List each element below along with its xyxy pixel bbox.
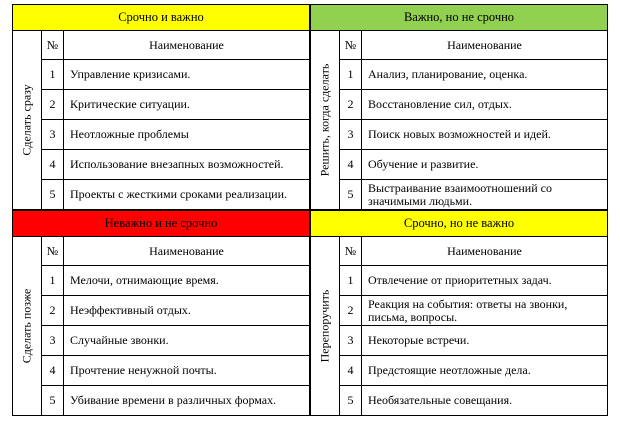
quadrant-side-label: Перепоручить	[317, 289, 332, 363]
quadrant-not-important-not-urgent	[12, 210, 310, 416]
row-text: Использование внезапных возможностей.	[70, 157, 284, 171]
table-header-row	[42, 237, 310, 266]
quadrant-side-label-cell	[310, 237, 340, 416]
row-text: Анализ, планирование, оценка.	[368, 67, 528, 81]
row-text: Выстраивание взаимоотношений со значимыми людьми.	[368, 180, 552, 208]
column-header-number: №	[42, 237, 64, 265]
task-table	[42, 237, 310, 416]
row-text: Прочтение ненужной почты.	[70, 363, 217, 377]
quadrant-header: Важно, но не срочно	[310, 4, 608, 31]
row-number: 3	[42, 120, 64, 149]
row-number: 1	[340, 60, 362, 89]
row-number: 5	[340, 386, 362, 415]
table-row	[340, 60, 608, 90]
table-row	[340, 180, 608, 210]
task-table	[340, 237, 608, 416]
row-number: 3	[340, 120, 362, 149]
row-text: Предстоящие неотложные дела.	[368, 363, 531, 377]
row-number: 3	[42, 326, 64, 355]
eisenhower-matrix	[12, 4, 608, 416]
row-text: Некоторые встречи.	[368, 333, 470, 347]
table-row	[42, 60, 310, 90]
row-number: 4	[42, 150, 64, 179]
row-number: 4	[340, 150, 362, 179]
row-text: Восстановление сил, отдых.	[368, 97, 512, 111]
column-header-name: Наименование	[447, 243, 522, 258]
table-row	[340, 296, 608, 326]
quadrant-urgent-not-important	[310, 210, 608, 416]
table-row	[42, 120, 310, 150]
row-text: Управление кризисами.	[70, 67, 191, 81]
table-row	[42, 180, 310, 210]
task-table	[42, 31, 310, 210]
table-row	[42, 150, 310, 180]
quadrant-header: Неважно и не срочно	[12, 210, 310, 237]
table-header-row	[340, 237, 608, 266]
column-header-number: №	[340, 31, 362, 59]
table-row	[340, 120, 608, 150]
row-text: Реакция на события: ответы на звонки, письма, вопросы.	[368, 296, 568, 324]
quadrant-side-label: Решить, когда сделать	[317, 63, 332, 177]
quadrant-urgent-important	[12, 4, 310, 210]
row-number: 2	[42, 296, 64, 325]
row-text: Мелочи, отнимающие время.	[70, 273, 219, 287]
row-number: 5	[340, 180, 362, 209]
table-row	[42, 386, 310, 416]
row-text: Поиск новых возможностей и идей.	[368, 127, 551, 141]
row-number: 3	[340, 326, 362, 355]
row-number: 2	[340, 296, 362, 325]
table-row	[42, 356, 310, 386]
row-text: Убивание времени в различных формах.	[70, 393, 277, 407]
row-text: Необязательные совещания.	[368, 393, 513, 407]
table-header-row	[340, 31, 608, 60]
row-text: Отвлечение от приоритетных задач.	[368, 273, 552, 287]
column-header-name: Наименование	[149, 37, 224, 52]
table-row	[340, 150, 608, 180]
column-header-name: Наименование	[149, 243, 224, 258]
quadrant-side-label-cell	[12, 31, 42, 210]
table-row	[42, 326, 310, 356]
row-number: 5	[42, 180, 64, 209]
table-row	[340, 90, 608, 120]
row-text: Обучение и развитие.	[368, 157, 479, 171]
table-row	[42, 296, 310, 326]
row-number: 1	[340, 266, 362, 295]
row-number: 4	[42, 356, 64, 385]
quadrant-side-label-cell	[12, 237, 42, 416]
task-table	[340, 31, 608, 210]
row-number: 5	[42, 386, 64, 415]
row-text: Неэффективный отдых.	[70, 303, 191, 317]
row-number: 2	[340, 90, 362, 119]
row-number: 1	[42, 266, 64, 295]
column-header-number: №	[340, 237, 362, 265]
quadrant-side-label-cell	[310, 31, 340, 210]
row-text: Критические ситуации.	[70, 97, 190, 111]
quadrant-important-not-urgent	[310, 4, 608, 210]
quadrant-header: Срочно и важно	[12, 4, 310, 31]
table-row	[340, 266, 608, 296]
table-row	[42, 266, 310, 296]
row-number: 4	[340, 356, 362, 385]
row-text: Проекты с жесткими сроками реализации.	[70, 187, 288, 201]
row-text: Неотложные проблемы	[70, 127, 189, 141]
column-header-number: №	[42, 31, 64, 59]
table-row	[42, 90, 310, 120]
row-text: Случайные звонки.	[70, 333, 169, 347]
row-number: 1	[42, 60, 64, 89]
quadrant-side-label: Сделать позже	[19, 288, 34, 364]
column-header-name: Наименование	[447, 37, 522, 52]
table-header-row	[42, 31, 310, 60]
row-number: 2	[42, 90, 64, 119]
table-row	[340, 356, 608, 386]
table-row	[340, 386, 608, 416]
table-row	[340, 326, 608, 356]
quadrant-side-label: Сделать сразу	[19, 84, 34, 156]
quadrant-header: Срочно, но не важно	[310, 210, 608, 237]
